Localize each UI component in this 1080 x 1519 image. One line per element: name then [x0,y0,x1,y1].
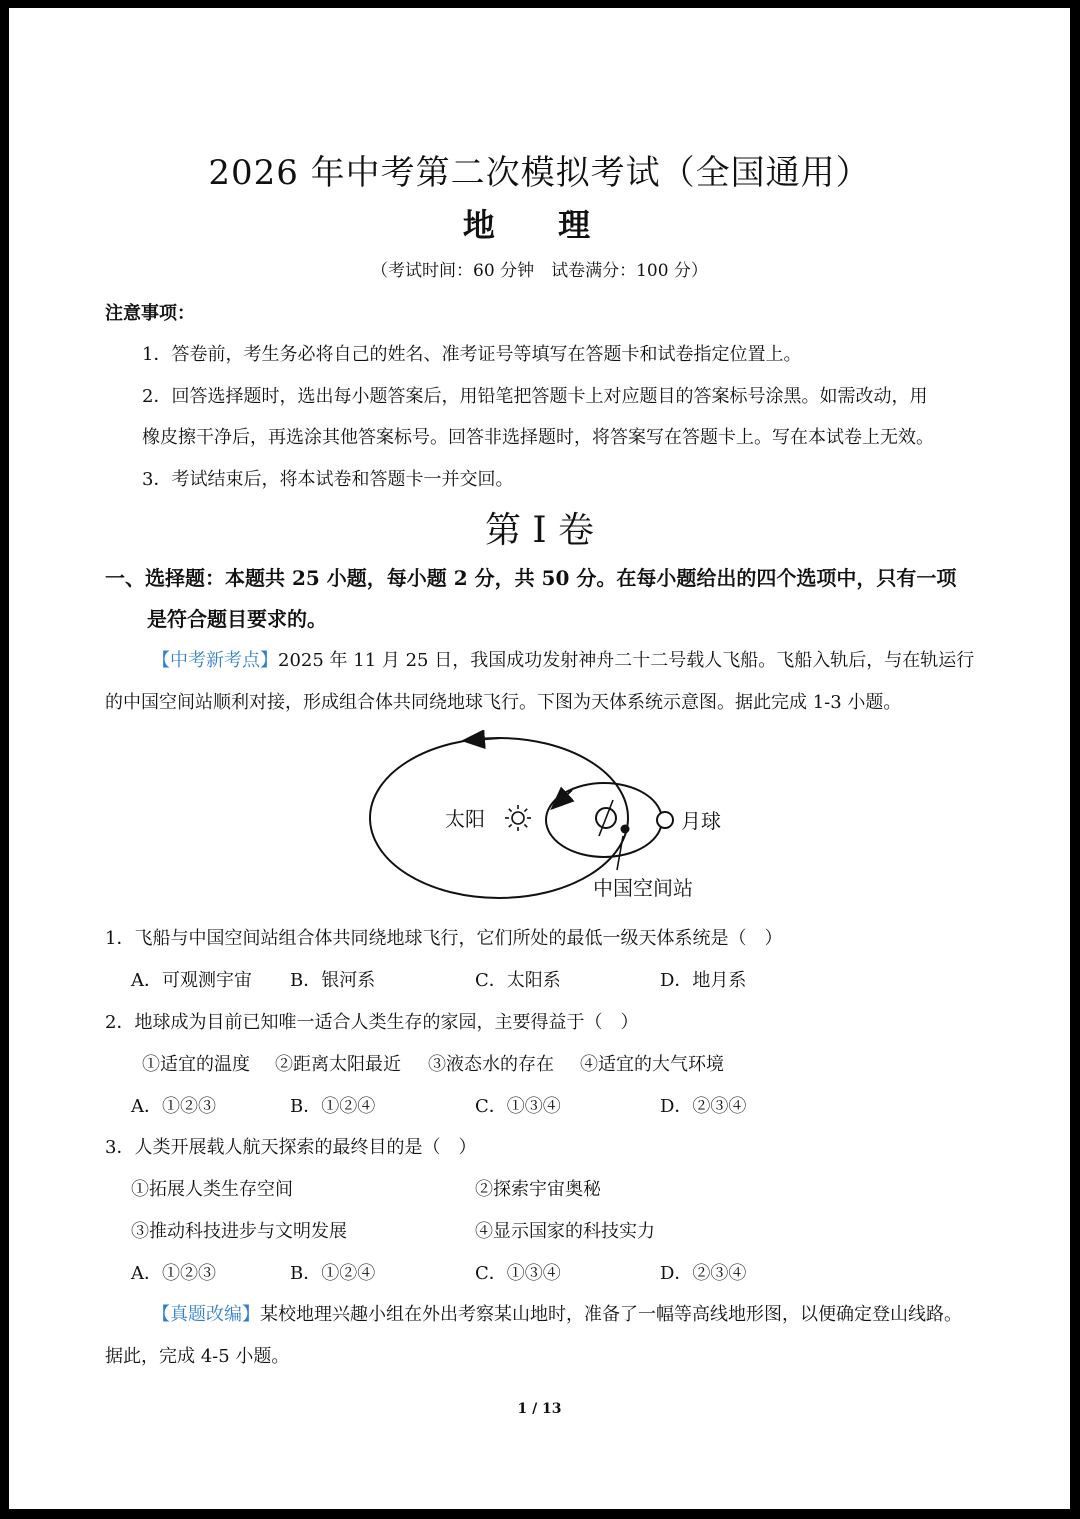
exam-info: （考试时间：60 分钟 试卷满分：100 分） [371,261,708,281]
q2-item-3: ③液态水的存在 [428,1054,554,1075]
q1-option-a: A．可观测宇宙 [131,970,252,991]
q1-option-c: C．太阳系 [475,970,561,991]
notice-item: 2．回答选择题时，选出每小题答案后，用铅笔把答题卡上对应题目的答案标号涂黑。如需改动，用 [142,386,928,407]
question-2-stem: 2．地球成为目前已知唯一适合人类生存的家园，主要得益于（ ） [105,1012,639,1033]
notice-item: 3．考试结束后，将本试卷和答题卡一并交回。 [142,469,514,490]
station-pointer-line [617,836,623,870]
section-title: 第 I 卷 [484,510,595,551]
celestial-system-diagram [359,730,739,910]
subject-title: 地 理 [462,206,617,244]
section-heading-cont: 是符合题目要求的。 [147,607,327,631]
q3-item-4: ④显示国家的科技实力 [475,1221,655,1242]
space-station-dot [621,825,630,834]
question-3-stem: 3．人类开展载人航天探索的最终目的是（ ） [105,1137,477,1158]
moon-label: 月球 [681,809,721,833]
q2-option-d: D．②③④ [660,1096,747,1117]
q3-item-2: ②探索宇宙奥秘 [475,1179,601,1200]
notice-heading: 注意事项： [105,303,195,324]
earth-orbit [370,738,628,898]
moon-orbit [546,783,662,857]
exam-title: 2026 年中考第二次模拟考试（全国通用） [208,153,871,193]
passage2-line2: 据此，完成 4-5 小题。 [105,1346,290,1367]
sun-icon [505,805,531,831]
q1-option-d: D．地月系 [660,970,747,991]
q2-item-4: ④适宜的大气环境 [580,1054,724,1075]
q1-option-b: B．银河系 [290,970,376,991]
station-label: 中国空间站 [593,876,693,900]
q2-option-a: A．①②③ [131,1096,216,1117]
q2-item-2: ②距离太阳最近 [275,1054,401,1075]
q3-option-d: D．②③④ [660,1263,747,1284]
q3-option-b: B．①②④ [290,1263,376,1284]
passage1-line1: 【中考新考点】2025 年 11 月 25 日，我国成功发射神舟二十二号载人飞船。飞船入轨后，与在轨运行 [152,650,975,671]
sun-label: 太阳 [445,807,485,831]
earth-axis [599,800,613,836]
passage1-tag: 【中考新考点】 [152,650,278,671]
notice-item: 1．答卷前，考生务必将自己的姓名、准考证号等填写在答题卡和试卷指定位置上。 [142,344,802,365]
q2-item-1: ①适宜的温度 [142,1054,250,1075]
q3-item-3: ③推动科技进步与文明发展 [131,1221,347,1242]
q3-option-a: A．①②③ [131,1263,216,1284]
q2-option-c: C．①③④ [475,1096,561,1117]
passage2-line1: 【真题改编】某校地理兴趣小组在外出考察某山地时，准备了一幅等高线地形图，以便确定登山线路。 [152,1304,962,1325]
q2-option-b: B．①②④ [290,1096,376,1117]
moon-circle [657,812,673,828]
passage2-tag: 【真题改编】 [152,1304,260,1325]
section-heading: 一、选择题：本题共 25 小题，每小题 2 分，共 50 分。在每小题给出的四个选项中，只有一项 [105,566,957,590]
question-1-stem: 1．飞船与中国空间站组合体共同绕地球飞行，它们所处的最低一级天体系统是（ ） [105,928,783,949]
notice-item: 橡皮擦干净后，再选涂其他答案标号。回答非选择题时，将答案写在答题卡上。写在本试卷上无效。 [142,427,934,448]
q3-option-c: C．①③④ [475,1263,561,1284]
q3-item-1: ①拓展人类生存空间 [131,1179,293,1200]
passage1-line2: 的中国空间站顺利对接，形成组合体共同绕地球飞行。下图为天体系统示意图。据此完成 1-3 小题。 [105,692,902,713]
page-number: 1 / 13 [517,1401,562,1417]
exam-page [9,8,1070,1509]
